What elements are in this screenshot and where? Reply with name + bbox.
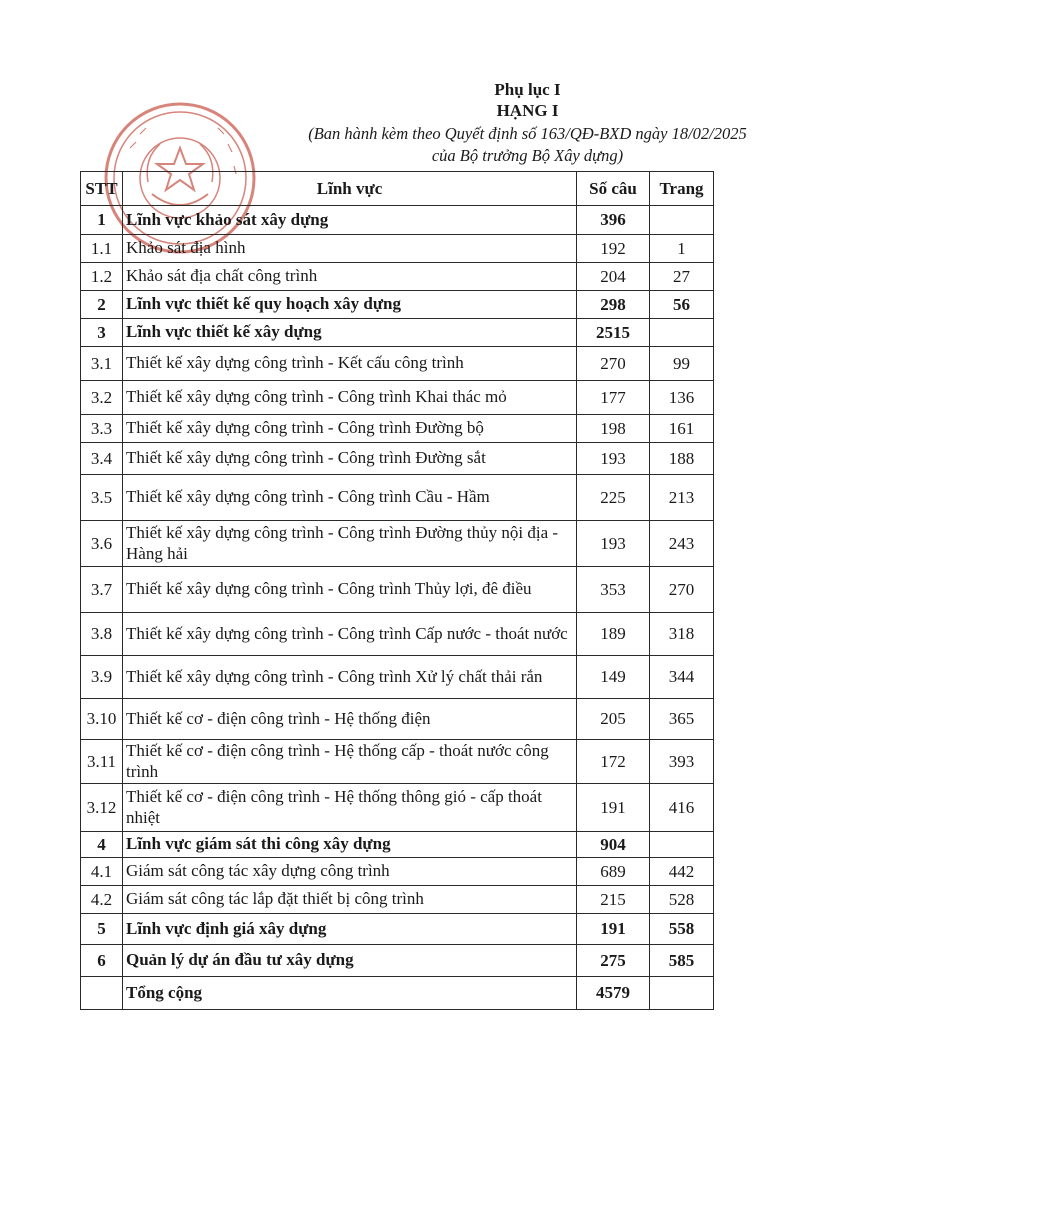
row-count-cell: 275 [577, 945, 650, 977]
table-row [81, 784, 714, 832]
row-field-cell: Thiết kế xây dựng công trình - Công trình Đường bộ [123, 415, 577, 443]
table-row [81, 914, 714, 945]
row-page-cell: 416 [650, 784, 714, 832]
row-count-cell: 177 [577, 381, 650, 415]
table-row [81, 656, 714, 699]
row-page-cell: 99 [650, 347, 714, 381]
row-field-cell: Lĩnh vực thiết kế xây dựng [123, 319, 577, 347]
row-field-cell: Thiết kế xây dựng công trình - Công trình Xử lý chất thải rắn [123, 656, 577, 699]
row-count-cell: 204 [577, 263, 650, 291]
row-field-cell: Thiết kế xây dựng công trình - Công trình Thủy lợi, đê điều [123, 567, 577, 613]
row-stt-cell: 1.2 [81, 263, 123, 291]
row-stt-cell: 3.6 [81, 521, 123, 567]
decision-note-line1: (Ban hành kèm theo Quyết định số 163/QĐ-BXD ngày 18/02/2025 [308, 124, 747, 143]
row-count-cell: 192 [577, 235, 650, 263]
table-row [81, 858, 714, 886]
row-count-cell: 172 [577, 740, 650, 784]
row-page-cell: 344 [650, 656, 714, 699]
row-field-cell: Khảo sát địa chất công trình [123, 263, 577, 291]
row-field-cell: Lĩnh vực định giá xây dựng [123, 914, 577, 945]
table-row [81, 235, 714, 263]
row-page-cell: 56 [650, 291, 714, 319]
table-row [81, 977, 714, 1010]
row-field-cell: Khảo sát địa hình [123, 235, 577, 263]
row-count-cell: 2515 [577, 319, 650, 347]
table-row [81, 206, 714, 235]
table-row [81, 347, 714, 381]
row-count-cell: 4579 [577, 977, 650, 1010]
table-row [81, 475, 714, 521]
column-header-stt: STT [81, 172, 123, 206]
row-stt-cell: 3.3 [81, 415, 123, 443]
row-stt-cell: 3.12 [81, 784, 123, 832]
table-row [81, 567, 714, 613]
row-field-cell: Thiết kế xây dựng công trình - Công trình Đường thủy nội địa - Hàng hải [123, 521, 577, 567]
row-count-cell: 904 [577, 832, 650, 858]
table-row [81, 381, 714, 415]
row-stt-cell: 3.2 [81, 381, 123, 415]
row-field-cell: Thiết kế cơ - điện công trình - Hệ thống cấp - thoát nước công trình [123, 740, 577, 784]
row-field-cell: Thiết kế xây dựng công trình - Công trình Cầu - Hầm [123, 475, 577, 521]
row-count-cell: 193 [577, 443, 650, 475]
table-row [81, 699, 714, 740]
row-count-cell: 189 [577, 613, 650, 656]
row-count-cell: 689 [577, 858, 650, 886]
row-count-cell: 396 [577, 206, 650, 235]
table-row [81, 832, 714, 858]
row-stt-cell: 3.1 [81, 347, 123, 381]
row-page-cell: 188 [650, 443, 714, 475]
row-field-cell: Thiết kế cơ - điện công trình - Hệ thống điện [123, 699, 577, 740]
row-count-cell: 353 [577, 567, 650, 613]
decision-note-line2: của Bộ trưởng Bộ Xây dựng) [431, 146, 624, 165]
column-header-field: Lĩnh vực [123, 172, 577, 206]
row-field-cell: Thiết kế xây dựng công trình - Công trình Đường sắt [123, 443, 577, 475]
row-field-cell: Thiết kế xây dựng công trình - Công trình Cấp nước - thoát nước [123, 613, 577, 656]
row-page-cell: 365 [650, 699, 714, 740]
row-field-cell: Lĩnh vực thiết kế quy hoạch xây dựng [123, 291, 577, 319]
row-field-cell: Thiết kế cơ - điện công trình - Hệ thống thông gió - cấp thoát nhiệt [123, 784, 577, 832]
row-stt-cell: 6 [81, 945, 123, 977]
column-header-page: Trang [650, 172, 714, 206]
row-stt-cell: 3.4 [81, 443, 123, 475]
row-page-cell: 558 [650, 914, 714, 945]
row-stt-cell: 3.9 [81, 656, 123, 699]
row-field-cell: Tổng cộng [123, 977, 577, 1010]
row-count-cell: 149 [577, 656, 650, 699]
row-page-cell: 27 [650, 263, 714, 291]
row-page-cell: 161 [650, 415, 714, 443]
row-stt-cell: 3.8 [81, 613, 123, 656]
row-page-cell: 585 [650, 945, 714, 977]
row-stt-cell: 4.1 [81, 858, 123, 886]
row-page-cell: 136 [650, 381, 714, 415]
table-row [81, 319, 714, 347]
row-page-cell: 270 [650, 567, 714, 613]
rank-title: HẠNG I [496, 101, 559, 120]
row-page-cell: 442 [650, 858, 714, 886]
row-field-cell: Lĩnh vực khảo sát xây dựng [123, 206, 577, 235]
table-row [81, 521, 714, 567]
row-count-cell: 298 [577, 291, 650, 319]
row-count-cell: 193 [577, 521, 650, 567]
row-count-cell: 215 [577, 886, 650, 914]
table-row [81, 886, 714, 914]
table-row [81, 415, 714, 443]
row-stt-cell: 4 [81, 832, 123, 858]
row-count-cell: 191 [577, 914, 650, 945]
row-stt-cell: 3.11 [81, 740, 123, 784]
row-page-cell: 318 [650, 613, 714, 656]
question-bank-table [80, 171, 714, 1010]
row-page-cell: 393 [650, 740, 714, 784]
row-count-cell: 205 [577, 699, 650, 740]
row-stt-cell: 3 [81, 319, 123, 347]
row-stt-cell: 2 [81, 291, 123, 319]
row-page-cell: 528 [650, 886, 714, 914]
row-field-cell: Giám sát công tác lắp đặt thiết bị công trình [123, 886, 577, 914]
table-header-row [81, 172, 714, 206]
row-stt-cell: 3.10 [81, 699, 123, 740]
row-page-cell [650, 977, 714, 1010]
row-field-cell: Thiết kế xây dựng công trình - Công trình Khai thác mỏ [123, 381, 577, 415]
table-row [81, 613, 714, 656]
table-row [81, 740, 714, 784]
row-stt-cell: 1 [81, 206, 123, 235]
table-row [81, 443, 714, 475]
row-stt-cell: 4.2 [81, 886, 123, 914]
row-page-cell [650, 206, 714, 235]
table-row [81, 263, 714, 291]
column-header-count: Số câu [577, 172, 650, 206]
row-stt-cell: 5 [81, 914, 123, 945]
row-page-cell [650, 319, 714, 347]
appendix-title: Phụ lục I [494, 80, 561, 99]
row-count-cell: 191 [577, 784, 650, 832]
table-row [81, 945, 714, 977]
row-count-cell: 198 [577, 415, 650, 443]
row-page-cell: 243 [650, 521, 714, 567]
row-page-cell: 213 [650, 475, 714, 521]
row-field-cell: Thiết kế xây dựng công trình - Kết cấu công trình [123, 347, 577, 381]
row-count-cell: 270 [577, 347, 650, 381]
row-field-cell: Lĩnh vực giám sát thi công xây dựng [123, 832, 577, 858]
row-stt-cell: 1.1 [81, 235, 123, 263]
row-field-cell: Giám sát công tác xây dựng công trình [123, 858, 577, 886]
row-page-cell: 1 [650, 235, 714, 263]
row-count-cell: 225 [577, 475, 650, 521]
row-stt-cell: 3.7 [81, 567, 123, 613]
row-field-cell: Quản lý dự án đầu tư xây dựng [123, 945, 577, 977]
table-row [81, 291, 714, 319]
row-stt-cell [81, 977, 123, 1010]
row-stt-cell: 3.5 [81, 475, 123, 521]
row-page-cell [650, 832, 714, 858]
